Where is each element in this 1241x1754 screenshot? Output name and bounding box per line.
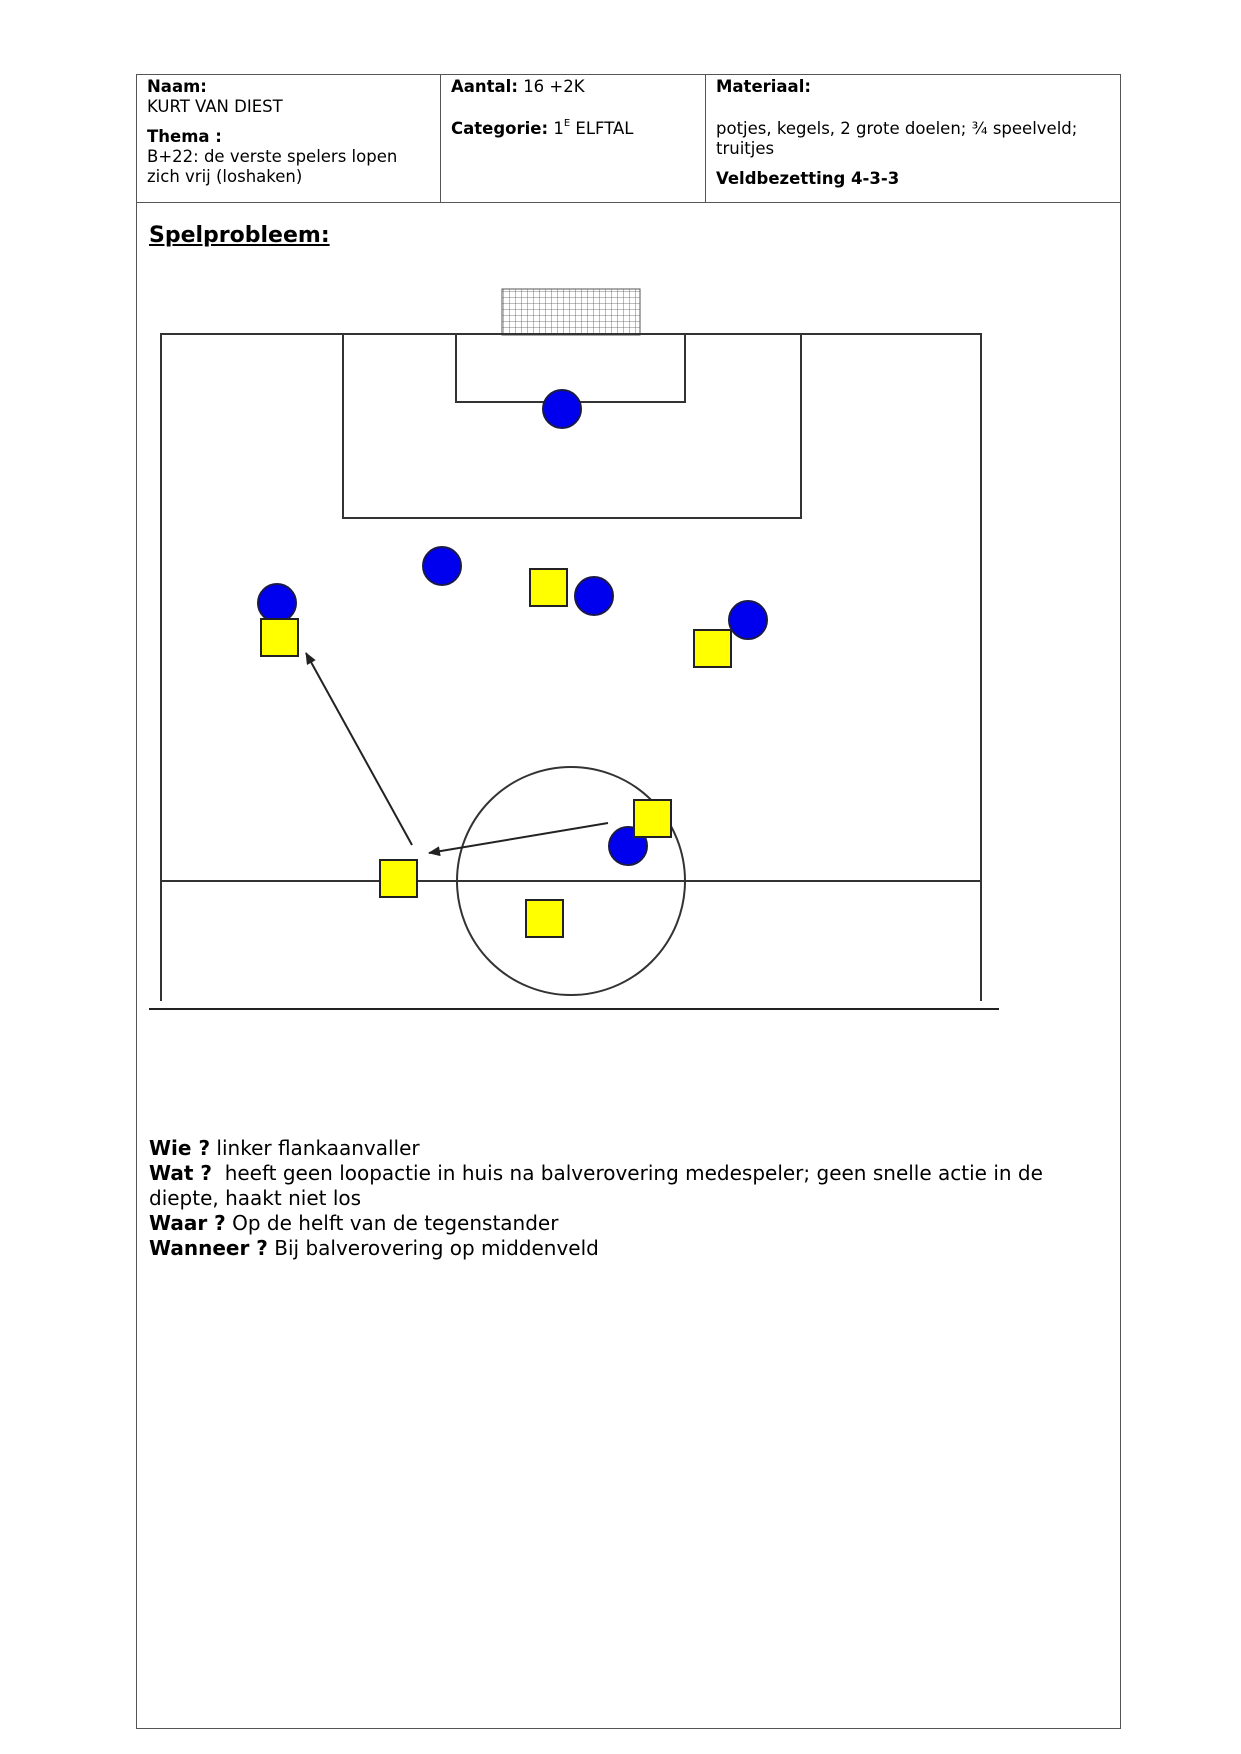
blue-player [575,577,613,615]
question-answer: linker flankaanvaller [216,1136,420,1160]
question-answer: Op de helft van de tegenstander [232,1211,559,1235]
categorie-value-num: 1 [553,119,564,138]
yellow-player [530,569,567,606]
blue-player [258,584,296,622]
question-wie [149,1136,1109,1161]
yellow-player [694,630,731,667]
section-title: Spelprobleem: [149,223,330,248]
question-wat [149,1161,1109,1211]
categorie-value-sup: E [563,118,571,129]
categorie-label: Categorie: [451,119,549,138]
yellow-player [526,900,563,937]
question-wanneer [149,1236,1109,1261]
blue-team [258,390,767,865]
veldbezetting: Veldbezetting 4-3-3 [716,169,900,188]
question-label: Waar ? [149,1211,226,1235]
document-frame [136,74,1121,1729]
question-label: Wat ? [149,1161,212,1185]
question-label: Wanneer ? [149,1236,268,1260]
question-answer: Bij balverovering op middenveld [274,1236,599,1260]
thema-value-line1: B+22: de verste spelers lopen [147,147,398,166]
naam-value: KURT VAN DIEST [147,97,283,116]
yellow-player [634,800,671,837]
thema-value-line2: zich vrij (loshaken) [147,167,303,186]
pitch-diagram [137,75,1120,1035]
yellow-player [380,860,417,897]
materiaal-value-line2: truitjes [716,139,775,158]
question-answer: heeft geen loopactie in huis na balverovering medespeler; geen snelle actie in de diepte, haakt niet los [149,1161,1043,1210]
question-waar [149,1211,1109,1236]
pass-arrow [429,823,608,853]
materiaal-value-line1: potjes, kegels, 2 grote doelen; ¾ speelveld; [716,119,1078,138]
pitch-lines [161,334,981,1001]
naam-label: Naam: [147,77,207,96]
categorie-value-rest: ELFTAL [575,119,634,138]
pitch-outline [161,334,981,1001]
aantal-value: 16 +2K [523,77,585,96]
run-arrow [306,653,412,845]
blue-player [729,601,767,639]
yellow-player-left-winger [261,619,298,656]
blue-player-goalkeeper [543,390,581,428]
goal-net [502,289,640,335]
blue-player [423,547,461,585]
aantal-label: Aantal: [451,77,518,96]
question-label: Wie ? [149,1136,211,1160]
questions-block [149,1136,1109,1261]
materiaal-label: Materiaal: [716,77,811,96]
thema-label: Thema : [147,127,222,146]
